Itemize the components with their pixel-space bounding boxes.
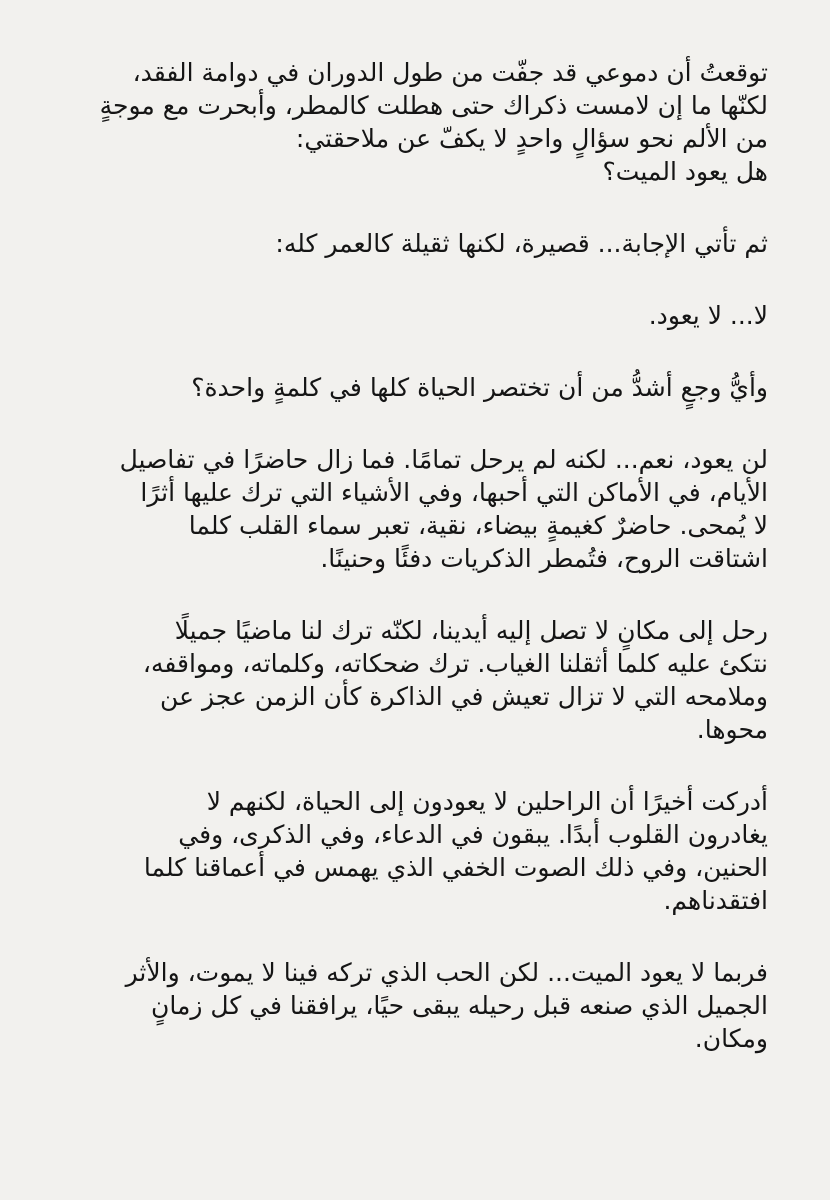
text-line: أدركت أخيرًا أن الراحلين لا يعودون إلى الحياة، لكنهم لا [206,787,768,816]
text-line: ثم تأتي الإجابة... قصيرة، لكنها ثقيلة كالعمر كله: [275,229,768,258]
text-line: ومكان. [694,1024,768,1053]
text-line: الأيام، في الأماكن التي أحبها، وفي الأشياء التي ترك عليها أثرًا [140,478,768,507]
paragraph-gap [52,404,768,443]
text-line: لن يعود، نعم... لكنه لم يرحل تمامًا. فما زال حاضرًا في تفاصيل [119,445,768,474]
paragraph-1 [52,56,768,188]
text-line: لا... لا يعود. [648,301,768,330]
text-line: لا يُمحى. حاضرٌ كغيمةٍ بيضاء، نقية، تعبر سماء القلب كلما [188,511,768,540]
paragraph-gap [52,260,768,299]
text-line: توقعتُ أن دموعي قد جفّت من طول الدوران في دوامة الفقد، [132,58,768,87]
paragraph-5 [52,443,768,575]
paragraph-3 [52,299,768,332]
text-line: وأيُّ وجعٍ أشدُّ من أن تختصر الحياة كلها في كلمةٍ واحدة؟ [191,373,768,402]
text-line: وملامحه التي لا تزال تعيش في الذاكرة كأن الزمن عجز عن [160,682,768,711]
paragraph-gap [52,917,768,956]
paragraph-2 [52,227,768,260]
text-line: رحل إلى مكانٍ لا تصل إليه أيدينا، لكنّه ترك لنا ماضيًا جميلًا [174,616,768,645]
text-line: من الألم نحو سؤالٍ واحدٍ لا يكفّ عن ملاحقتي: [295,124,768,153]
paragraph-gap [52,332,768,371]
text-line: نتكئ عليه كلما أثقلنا الغياب. ترك ضحكاته، وكلماته، ومواقفه، [142,649,768,678]
paragraph-gap [52,575,768,614]
paragraph-gap [52,746,768,785]
paragraph-7 [52,785,768,917]
text-line: الحنين، وفي ذلك الصوت الخفي الذي يهمس في أعماقنا كلما [143,853,768,882]
text-line: محوها. [696,715,768,744]
text-line: يغادرون القلوب أبدًا. يبقون في الدعاء، وفي الذكرى، وفي [178,820,768,849]
text-line: فربما لا يعود الميت... لكن الحب الذي تركه فينا لا يموت، والأثر [125,958,768,987]
text-line: لكنّها ما إن لامست ذكراك حتى هطلت كالمطر، وأبحرت مع موجةٍ [99,91,768,120]
paragraph-4 [52,371,768,404]
paragraph-gap [52,188,768,227]
text-line: هل يعود الميت؟ [602,157,768,186]
paragraph-8 [52,956,768,1055]
text-line: اشتاقت الروح، فتُمطر الذكريات دفئًا وحنينًا. [320,544,768,573]
paragraph-6 [52,614,768,746]
text-line: افتقدناهم. [663,886,768,915]
text-line: الجميل الذي صنعه قبل رحيله يبقى حيًا، يرافقنا في كل زمانٍ [151,991,768,1020]
